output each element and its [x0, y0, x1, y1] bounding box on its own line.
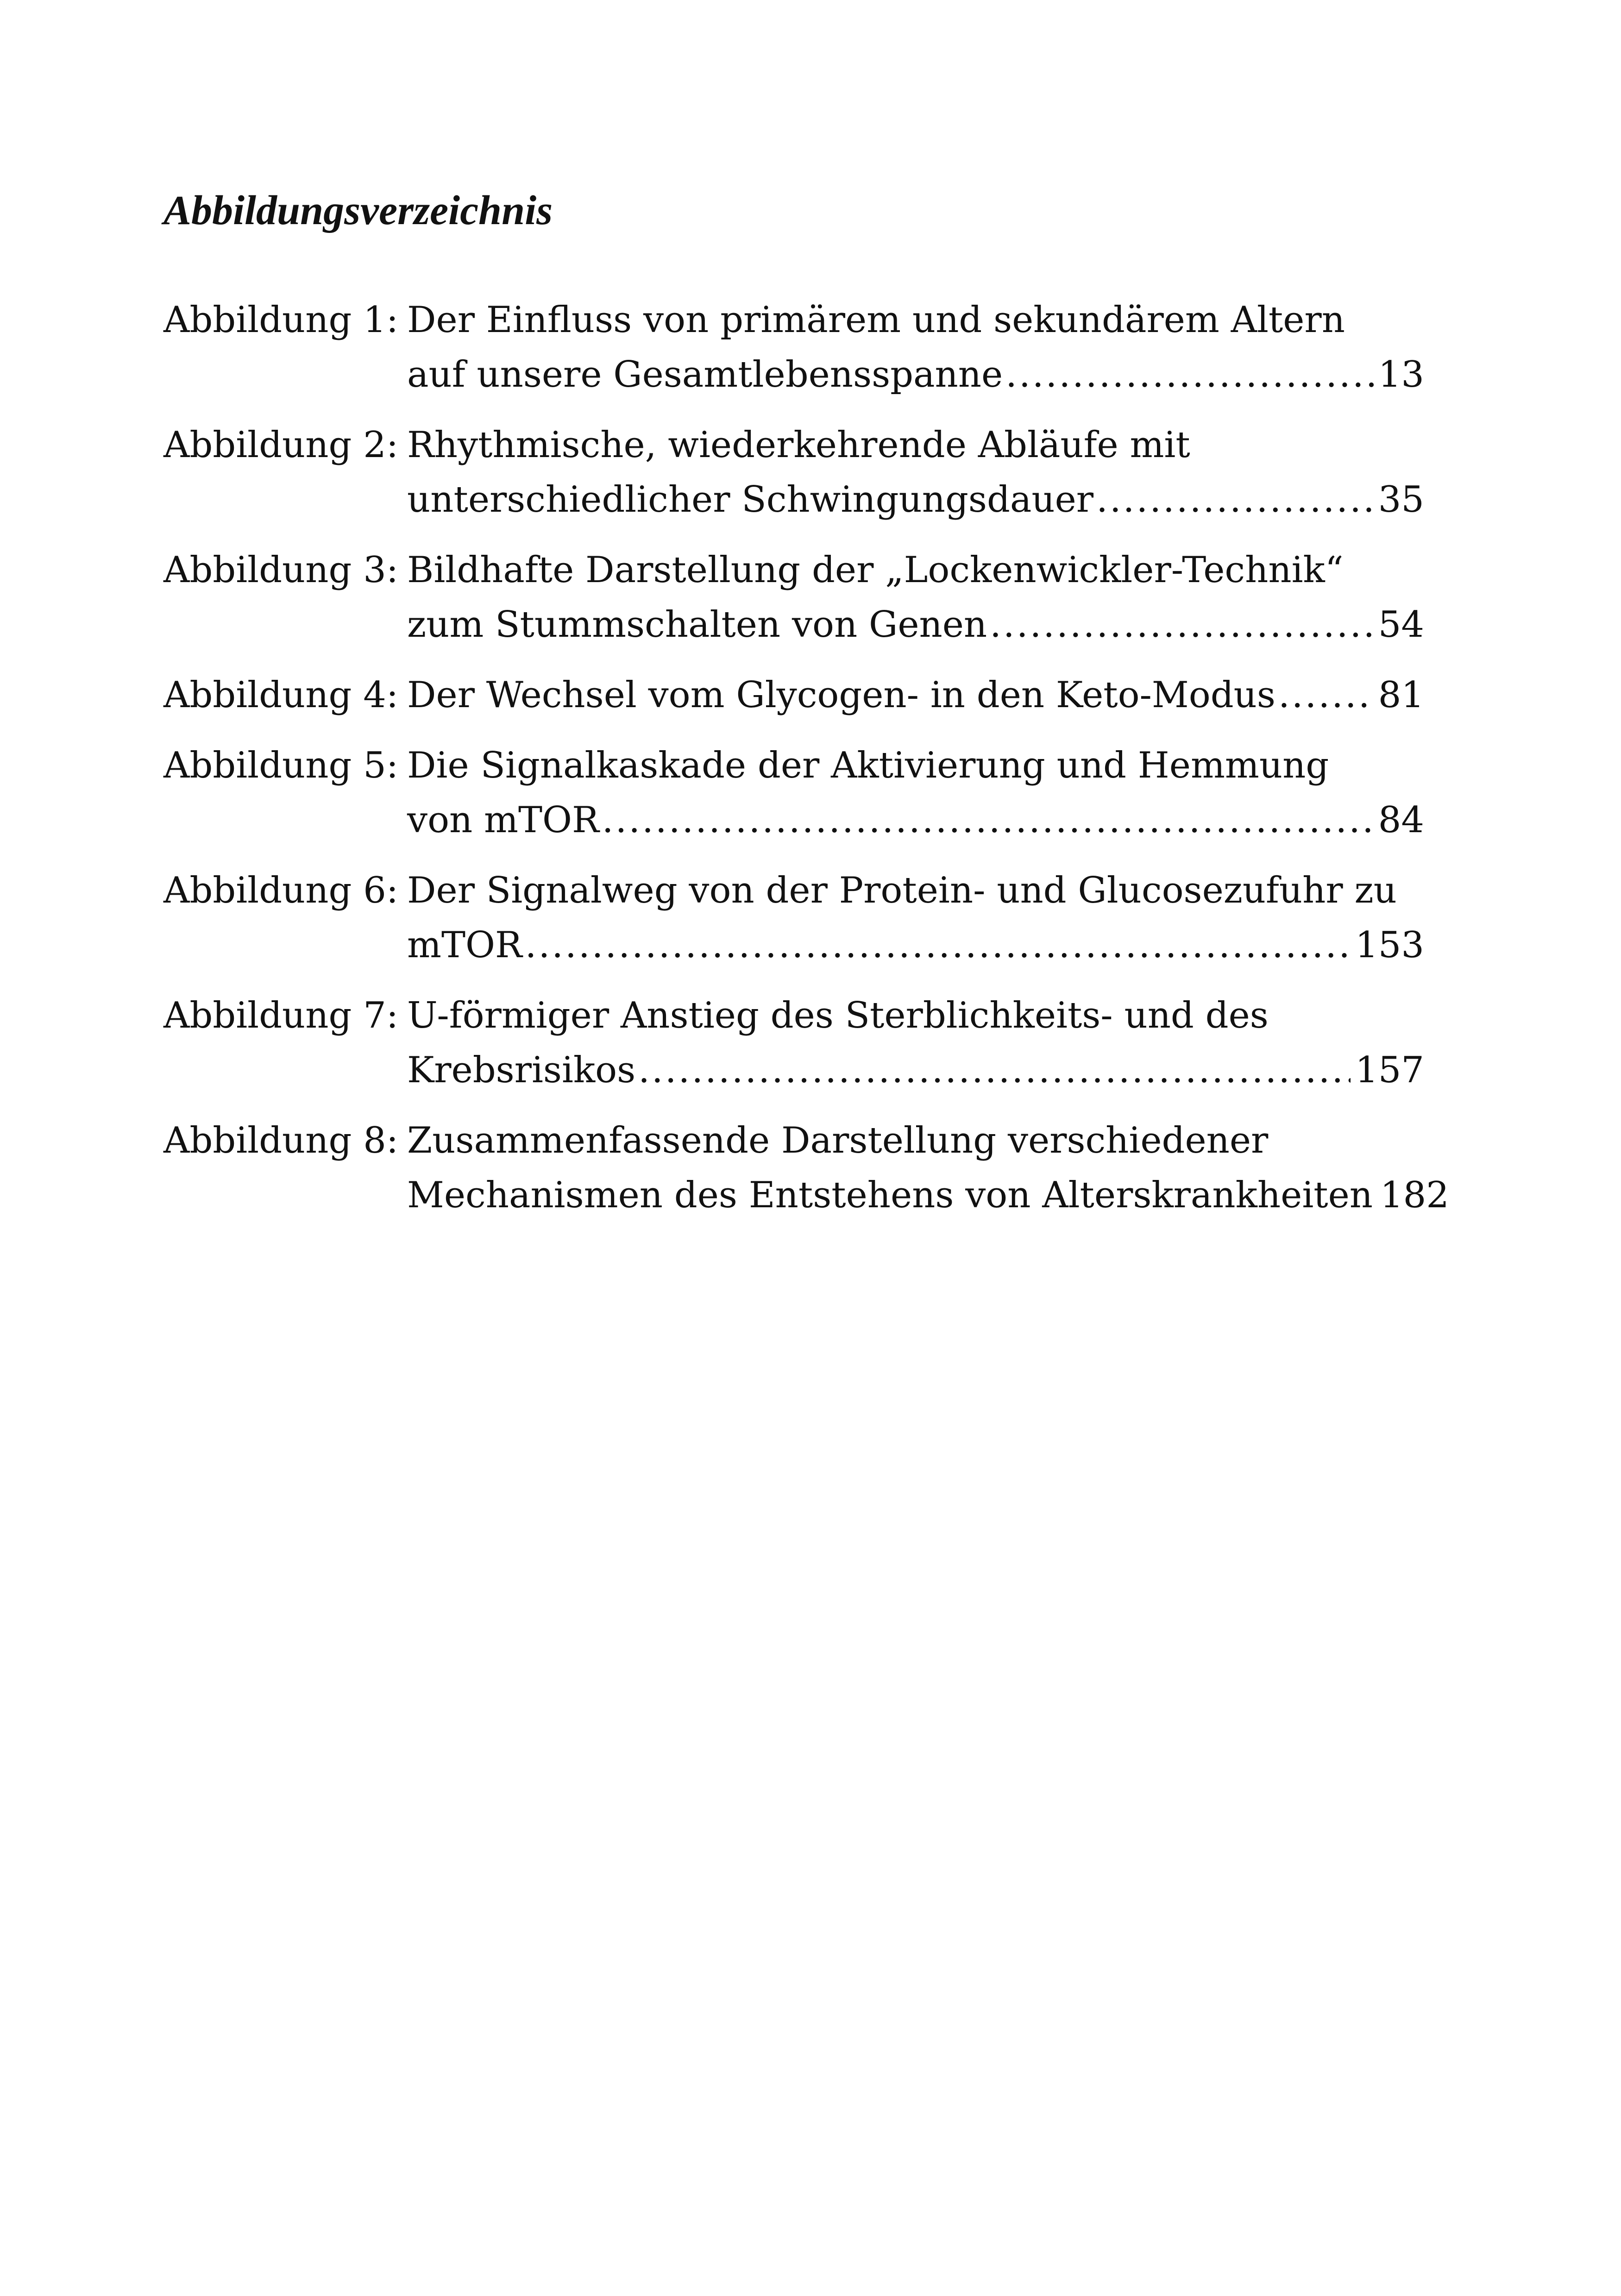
figure-caption — [407, 863, 1424, 972]
figure-entry-2[interactable] — [163, 418, 1424, 527]
caption-line: U-förmiger Anstieg des Sterblichkeits- und des — [407, 995, 1269, 1036]
caption-line: Krebsrisikos — [407, 1049, 636, 1091]
figure-label: Abbildung 2: — [163, 424, 399, 466]
caption-line: Mechanismen des Entstehens von Alterskrankheiten — [407, 1174, 1373, 1216]
figure-label: Abbildung 6: — [163, 870, 399, 911]
figure-list — [163, 293, 1449, 1238]
page-title: Abbildungsverzeichnis — [163, 188, 553, 233]
figure-entry-3[interactable] — [163, 543, 1424, 652]
caption-last-line — [407, 472, 1424, 527]
figure-entry-1[interactable] — [163, 293, 1424, 402]
figure-label: Abbildung 5: — [163, 745, 399, 786]
dot-leader — [1005, 347, 1374, 402]
caption-line: unterschiedlicher Schwingungsdauer — [407, 479, 1094, 521]
caption-last-line — [407, 918, 1424, 972]
page-number: 157 — [1355, 1049, 1424, 1091]
caption-line: Rhythmische, wiederkehrende Abläufe mit — [407, 424, 1190, 466]
caption-last-line — [407, 1168, 1449, 1223]
page-number: 54 — [1378, 604, 1424, 646]
dot-leader — [525, 918, 1351, 972]
figure-caption — [407, 668, 1424, 722]
caption-line: von mTOR — [407, 799, 599, 841]
caption-line: Der Wechsel vom Glycogen- in den Keto-Modus — [407, 674, 1275, 716]
figure-caption — [407, 1113, 1449, 1223]
caption-line: zum Stummschalten von Genen — [407, 604, 987, 646]
caption-line: Bildhafte Darstellung der „Lockenwickler-Technik“ — [407, 549, 1344, 591]
figure-caption — [407, 543, 1424, 652]
figure-entry-8[interactable] — [163, 1113, 1449, 1223]
caption-line: Die Signalkaskade der Aktivierung und Hemmung — [407, 745, 1329, 786]
dot-leader — [1096, 472, 1374, 527]
dot-leader — [602, 793, 1374, 847]
figure-entry-6[interactable] — [163, 863, 1424, 972]
caption-last-line — [407, 597, 1424, 652]
figure-caption — [407, 293, 1424, 402]
figure-caption — [407, 418, 1424, 527]
figure-entry-5[interactable] — [163, 738, 1424, 847]
figure-label: Abbildung 3: — [163, 549, 399, 591]
page-number: 81 — [1378, 674, 1424, 716]
figure-label: Abbildung 8: — [163, 1120, 399, 1161]
figure-caption — [407, 988, 1424, 1098]
caption-last-line — [407, 1043, 1424, 1098]
page-number: 35 — [1378, 479, 1424, 521]
page-number: 84 — [1378, 799, 1424, 841]
caption-line: Der Signalweg von der Protein- und Glucosezufuhr zu — [407, 870, 1397, 911]
caption-line: Der Einfluss von primärem und sekundärem Altern — [407, 299, 1345, 341]
dot-leader — [990, 597, 1374, 652]
dot-leader — [638, 1043, 1351, 1098]
dot-leader — [1278, 668, 1374, 722]
figure-label: Abbildung 4: — [163, 674, 399, 716]
caption-last-line — [407, 347, 1424, 402]
caption-line: auf unsere Gesamtlebensspanne — [407, 354, 1003, 395]
caption-last-line — [407, 793, 1424, 847]
figure-caption — [407, 738, 1424, 847]
page-number: 182 — [1380, 1174, 1449, 1216]
page-number: 153 — [1355, 924, 1424, 966]
caption-line: mTOR — [407, 924, 522, 966]
figure-label: Abbildung 7: — [163, 995, 399, 1036]
caption-last-line — [407, 668, 1424, 722]
page-number: 13 — [1378, 354, 1424, 395]
caption-line: Zusammenfassende Darstellung verschiedener — [407, 1120, 1269, 1161]
figure-label: Abbildung 1: — [163, 299, 399, 341]
figure-entry-7[interactable] — [163, 988, 1424, 1098]
figure-entry-4[interactable] — [163, 668, 1424, 722]
